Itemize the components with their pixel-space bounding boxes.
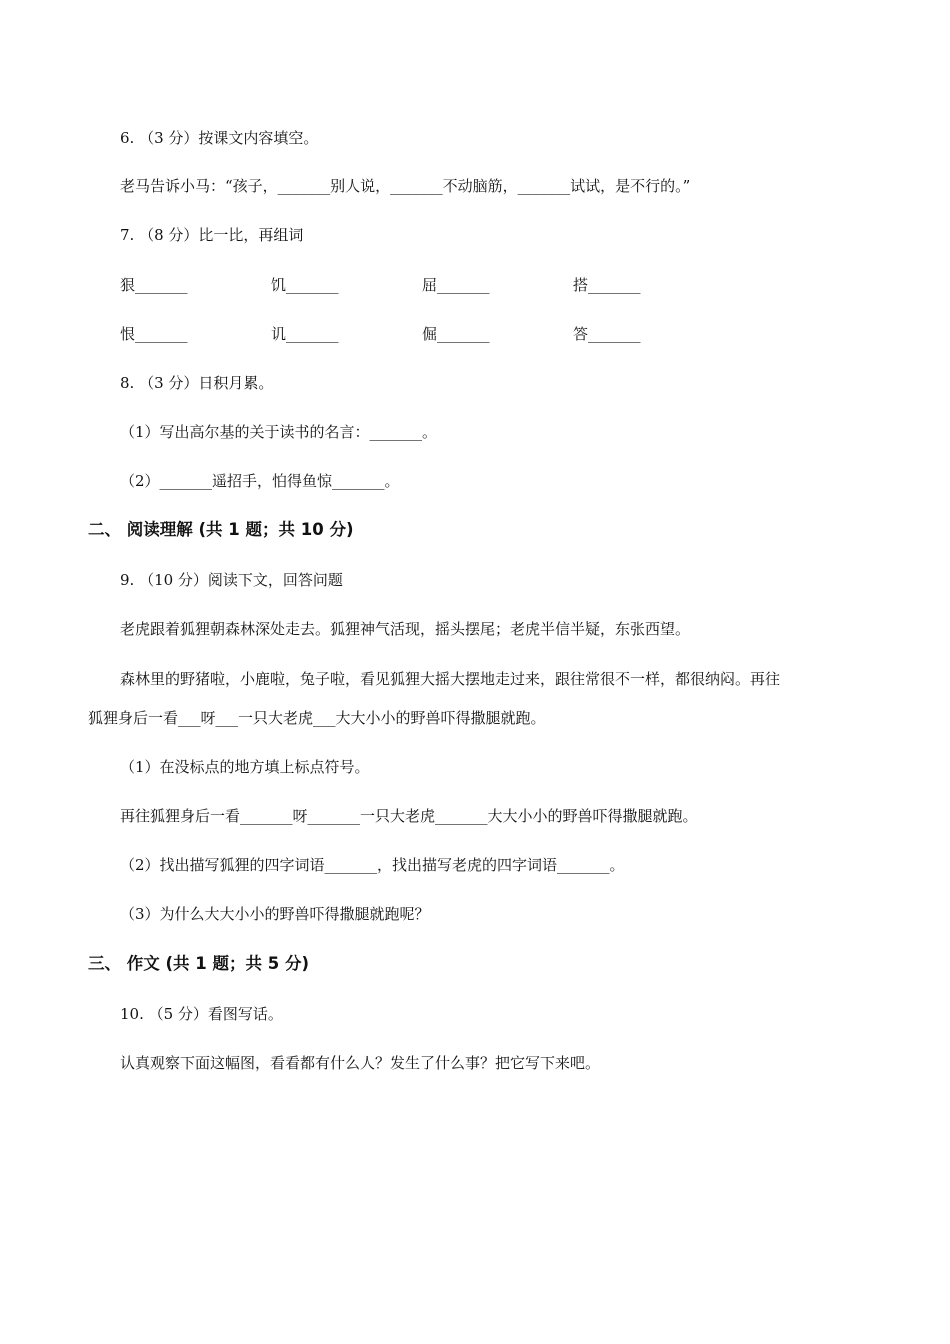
q6-title: 6. （3 分）按课文内容填空。 (120, 129, 319, 147)
q7-cell: 狠_______ (120, 276, 188, 294)
q9-sub-1-line: 再往狐狸身后一看_______呀_______一只大老虎_______大大小小的野兽吓得撒腿就跑。 (120, 807, 698, 825)
q9-sub-3: （3）为什么大大小小的野兽吓得撒腿就跑呢？ (120, 905, 430, 923)
q9-passage-p1: 老虎跟着狐狸朝森林深处走去。狐狸神气活现，摇头摆尾；老虎半信半疑，东张西望。 (120, 620, 691, 638)
section-2-heading: 二、 阅读理解 (共 1 题；共 10 分) (88, 520, 354, 539)
q7-cell: 屈_______ (422, 276, 490, 294)
q9-passage-p2-line1: 森林里的野猪啦，小鹿啦，兔子啦，看见狐狸大摇大摆地走过来，跟往常很不一样，都很纳闷。再往 (120, 670, 781, 688)
q7-cell: 倔_______ (422, 325, 490, 343)
q8-sub-2: （2）_______遥招手，怕得鱼惊_______。 (120, 472, 400, 490)
q10-prompt: 认真观察下面这幅图，看看都有什么人？发生了什么事？把它写下来吧。 (120, 1054, 601, 1072)
q7-cell: 搭_______ (573, 276, 641, 294)
section-3-heading: 三、 作文 (共 1 题；共 5 分) (88, 954, 310, 973)
q7-cell: 讥_______ (271, 325, 339, 343)
q9-sub-1: （1）在没标点的地方填上标点符号。 (120, 758, 370, 776)
q7-cell: 饥_______ (271, 276, 339, 294)
q7-title: 7. （8 分）比一比，再组词 (120, 226, 304, 244)
q7-cell: 答_______ (573, 325, 641, 343)
q8-sub-1: （1）写出高尔基的关于读书的名言：_______。 (120, 423, 438, 441)
q9-passage-p2-line2: 狐狸身后一看___呀___一只大老虎___大大小小的野兽吓得撒腿就跑。 (88, 709, 546, 727)
q10-title: 10. （5 分）看图写话。 (120, 1005, 283, 1023)
q8-title: 8. （3 分）日积月累。 (120, 374, 274, 392)
q7-cell: 恨_______ (120, 325, 188, 343)
q9-title: 9. （10 分）阅读下文，回答问题 (120, 571, 343, 589)
q6-fill-line: 老马告诉小马：“孩子，_______别人说，_______不动脑筋，_______试试，是不行的。” (120, 177, 691, 195)
q9-sub-2: （2）找出描写狐狸的四字词语_______，找出描写老虎的四字词语_______。 (120, 856, 625, 874)
